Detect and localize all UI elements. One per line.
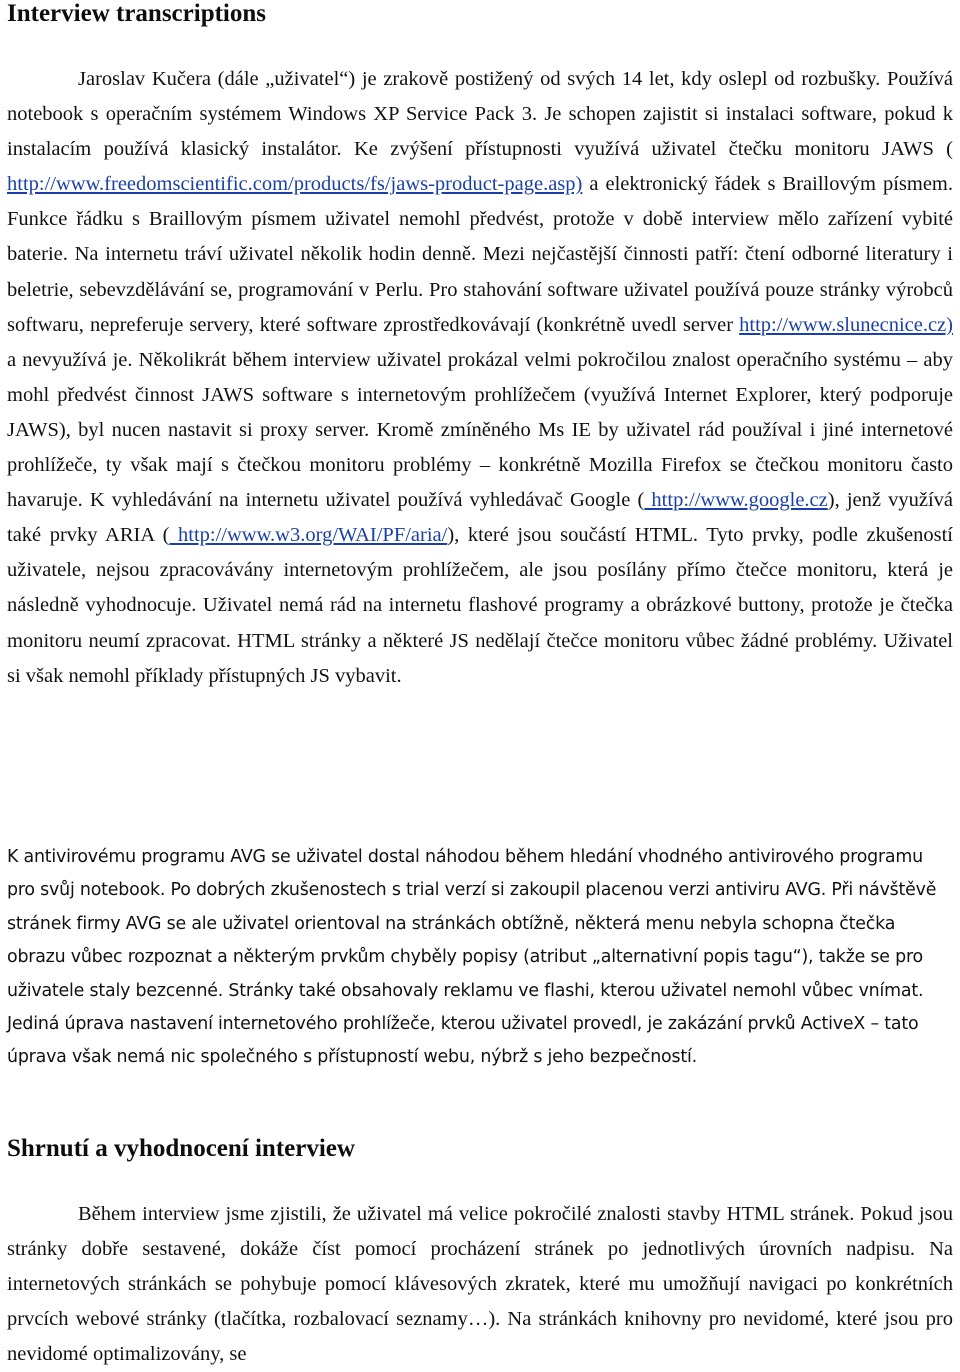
summary-paragraph: Během interview jsme zjistili, že uživatel má velice pokročilé znalosti stavby HTML stránek. Pokud jsou stránky dobře sestavené, dokáže číst pomocí procházení stránek po jednotlivých úrovních nadpisu. Na internetových stránkách se pohybuje pomocí klávesových zkratek, které mu umožňují navigaci po konkrétních prvcích webové stránky (tlačítka, rozbalovací seznamy…). Na stránkách knihovny pro nevidomé, které jsou pro nevidomé optimalizovány, se bbox=[7, 1203, 953, 1366]
paragraph-1-text-c: a nevyužívá je. Několikrát během interview uživatel prokázal velmi pokročilou znalost operačního systému – aby mohl předvést činnost JAWS software s internetovým prohlížečem (využívá Internet Explorer, který podporuje JAWS), byl nucen nastavit si proxy server. Kromě zmíněného Ms IE by uživatel rád používal i jiné internetové prohlížeče, ty však mají s čtečkou monitoru problémy – konkrétně Mozilla Firefox se čtečkou monitoru často havaruje. K vyhledávání na internetu uživatel používá vyhledávač Google ( bbox=[7, 348, 953, 512]
interview-paragraph-1 bbox=[7, 62, 953, 694]
link-google[interactable]: http://www.google.cz bbox=[644, 489, 828, 512]
link-freedomscientific[interactable]: http://www.freedomscientific.com/products/fs/jaws-product-page.asp) bbox=[7, 173, 583, 196]
heading-interview-transcriptions: Interview transcriptions bbox=[7, 0, 266, 27]
paragraph-1-text-a: Jaroslav Kučera (dále „uživatel“) je zrakově postižený od svých 14 let, kdy oslepl od rozbušky. Používá notebook s operačním systémem Windows XP Service Pack 3. Je schopen zajistit si instalaci software, pokud k instalacím používá klasický instalátor. Ke zvýšení přístupnosti využívá uživatel čtečku monitoru JAWS ( bbox=[7, 68, 953, 161]
paragraph-1-text-d: ), jenž využívá také prvky ARIA ( bbox=[7, 489, 953, 547]
link-slunecnice[interactable]: http://www.slunecnice.cz) bbox=[739, 313, 953, 336]
paragraph-1-text-e: ), které jsou součástí HTML. Tyto prvky, podle zkušeností uživatele, nejsou zpracovávány internetovým prohlížečem, ale jsou posílány přímo čtečce monitoru, která je následně vyhodnocuje. Uživatel nemá rád na internetu flashové programy a obrázkové buttony, protože je čtečka monitoru neumí zpracovat. HTML stránky a některé JS nedělají čtečce monitoru vůbec žádné problémy. Uživatel si však nemohl příklady přístupných JS vybavit. bbox=[7, 524, 953, 687]
link-w3-aria[interactable]: http://www.w3.org/WAI/PF/aria/ bbox=[169, 524, 448, 547]
paragraph-1-text-b: a elektronický řádek s Braillovým písmem. Funkce řádku s Braillovým písmem uživatel nemohl předvést, protože v době interview mělo zařízení vybité baterie. Na internetu tráví uživatel několik hodin denně. Mezi nejčastější činnosti patří: čtení odborné literatury i beletrie, sebevzdělávání se, programování v Perlu. Pro stahování software uživatel používá pouze stránky výrobců softwaru, nepreferuje servery, které software zprostředkovávají (konkrétně uvedl server bbox=[7, 173, 953, 336]
heading-summary: Shrnutí a vyhodnocení interview bbox=[7, 1135, 355, 1162]
interview-paragraph-2-avg: K antivirovému programu AVG se uživatel dostal náhodou během hledání vhodného antivirového programu pro svůj notebook. Po dobrých zkušenostech s trial verzí si zakoupil placenou verzi antiviru AVG. Při návštěvě stránek firmy AVG se ale uživatel orientoval na stránkách obtížně, některá menu nebyla schopna čtečka obrazu vůbec rozpoznat a některým prvkům chyběly popisy (atribut „alternativní popis tagu“), takže se pro uživatele staly bezcenné. Stránky také obsahovaly reklamu ve flashi, kterou uživatel nemohl vůbec vnímat. Jediná úprava nastavení internetového prohlížeče, kterou uživatel provedl, je zakázání prvků ActiveX – tato úprava však nemá nic společného s přístupností webu, nýbrž s jeho bezpečností. bbox=[7, 847, 937, 1068]
